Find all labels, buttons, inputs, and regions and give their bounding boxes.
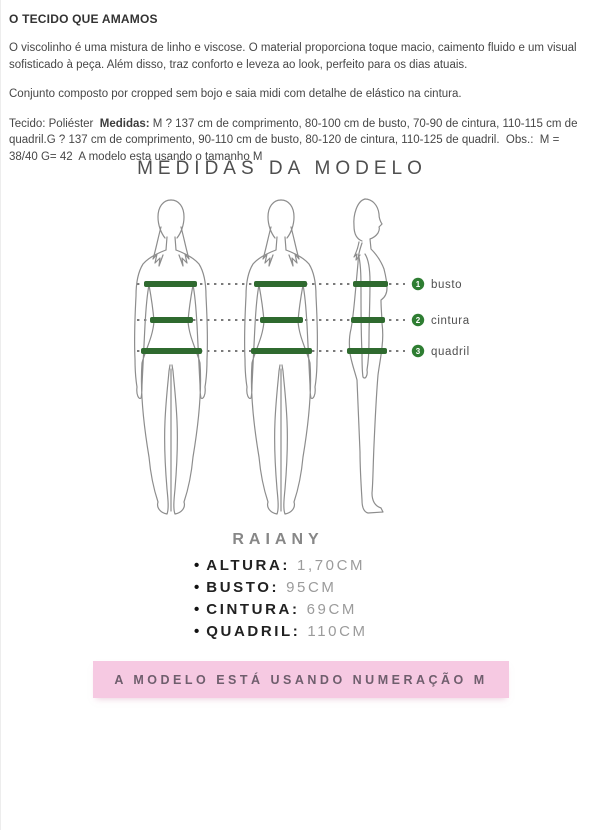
fabric-label: Tecido: Poliéster (9, 117, 100, 130)
legend-busto (412, 278, 462, 291)
quadril-label: QUADRIL: (206, 623, 301, 640)
quadril-number: 3 (415, 347, 421, 356)
model-name: RAIANY (232, 531, 324, 548)
busto-bands (144, 281, 388, 287)
model-measurements-diagram (1, 188, 600, 528)
measurement-cintura (194, 599, 368, 621)
sizing-details: M ? 137 cm de comprimento, 80-100 cm de busto, 70-90 de cintura, 110-115 cm de quadril.G ? 137 cm de comprimento, 90-110 cm de busto, 80-120 de cintura, 110-125 de quadril. Obs.: M = 38/40 G= 42 A modelo esta usando o tamanho M (9, 117, 581, 163)
measurement-quadril (194, 621, 368, 643)
medidas-label: Medidas: (99, 117, 150, 130)
cintura-bands (150, 317, 385, 323)
fabric-description-section (9, 12, 590, 178)
cintura-label: cintura (431, 315, 470, 327)
diagram-title: MEDIDAS DA MODELO (137, 158, 427, 179)
altura-value: 1,70CM (297, 557, 366, 574)
bullet: • (194, 623, 200, 640)
busto-label: busto (431, 279, 463, 291)
figure-front-1 (135, 200, 208, 514)
quadril-bands (141, 348, 387, 354)
busto-number: 1 (415, 280, 421, 289)
bullet: • (194, 579, 200, 596)
section-heading: O TECIDO QUE AMAMOS (9, 12, 158, 26)
cintura-number: 2 (415, 316, 421, 325)
legend-cintura (412, 314, 470, 327)
cintura-label: CINTURA: (206, 601, 300, 618)
fabric-paragraph: O viscolinho é uma mistura de linho e viscose. O material proporciona toque macio, caimento fluido e um visual sofisticado à peça. Além disso, traz conforto e leveza ao look, perfeito para os dias atuais. (9, 42, 577, 71)
legend-quadril (412, 345, 470, 358)
bullet: • (194, 601, 200, 618)
measurement-altura (194, 555, 368, 577)
measurement-busto (194, 577, 368, 599)
bullet: • (194, 557, 200, 574)
model-measurements-list (194, 555, 368, 643)
size-banner: A MODELO ESTÁ USANDO NUMERAÇÃO M (93, 661, 509, 698)
figure-side (349, 199, 387, 513)
cintura-value: 69CM (306, 601, 357, 618)
busto-label: BUSTO: (206, 579, 280, 596)
altura-label: ALTURA: (206, 557, 291, 574)
set-paragraph: Conjunto composto por cropped sem bojo e saia midi com detalhe de elástico na cintura. (9, 88, 462, 100)
busto-value: 95CM (286, 579, 337, 596)
quadril-value: 110CM (307, 623, 368, 640)
figure-front-2 (245, 200, 318, 514)
quadril-label: quadril (431, 346, 470, 358)
